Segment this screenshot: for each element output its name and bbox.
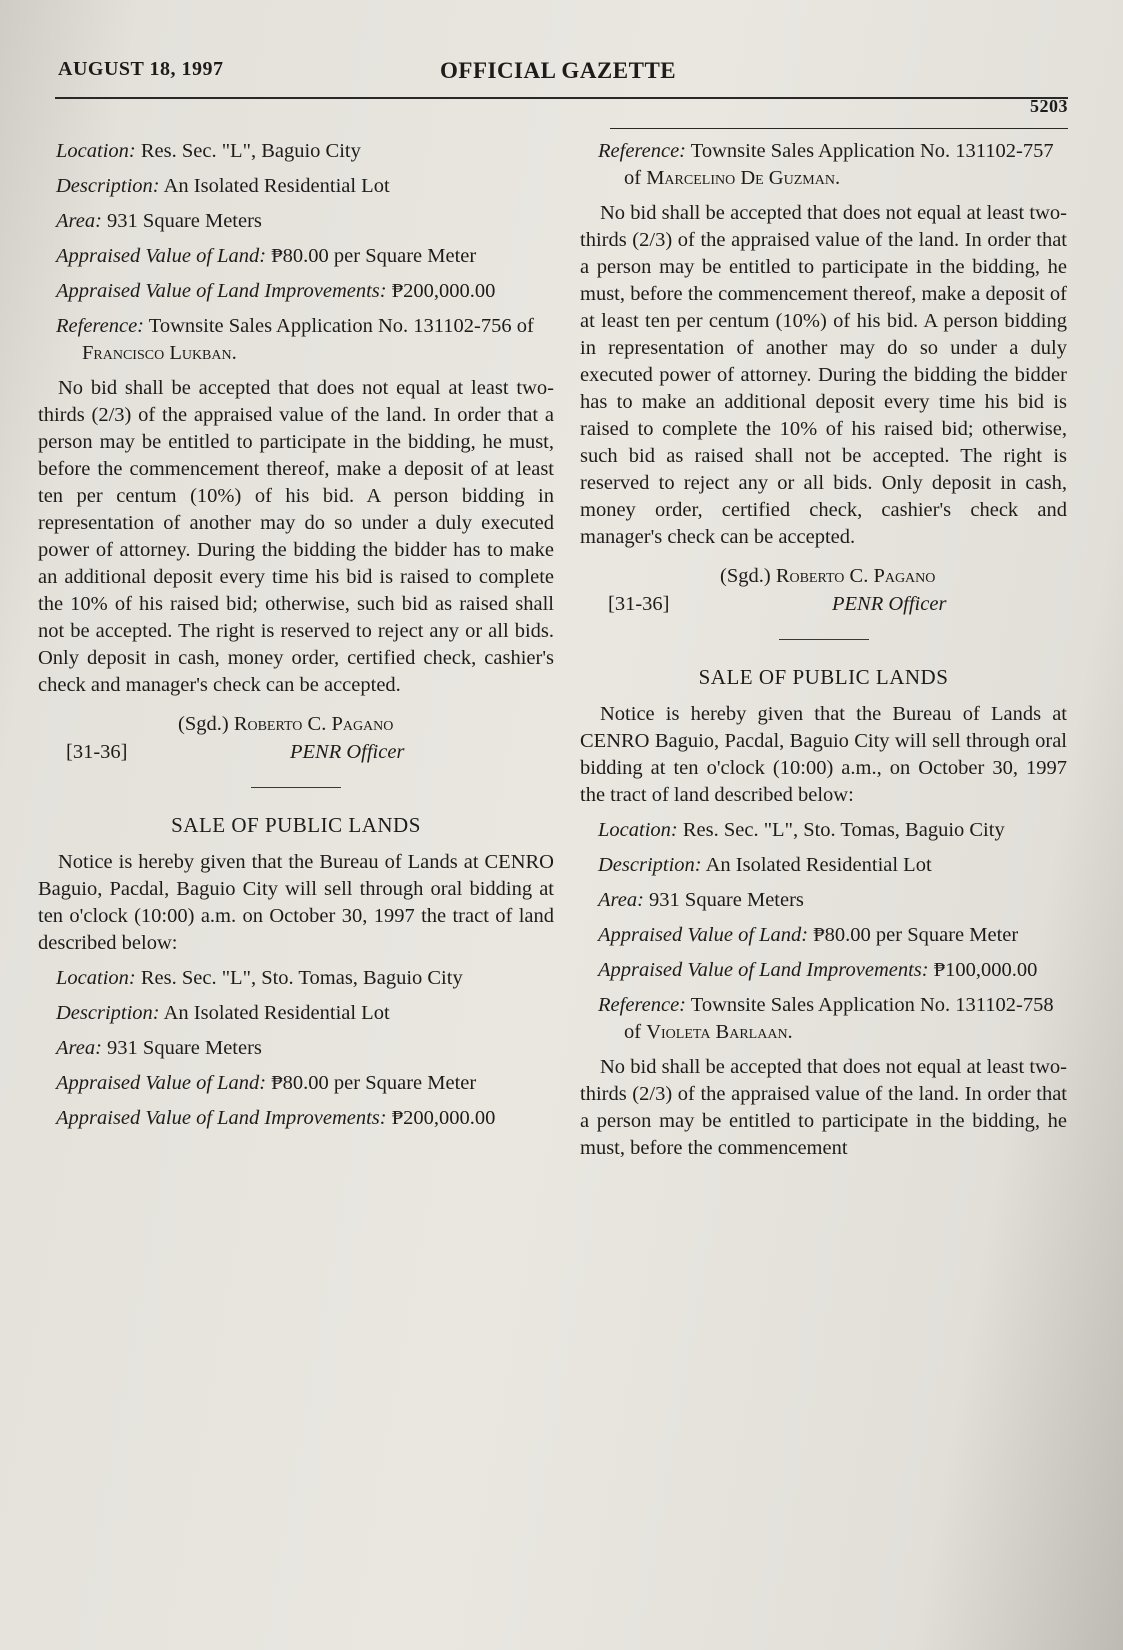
header-date: AUGUST 18, 1997	[58, 58, 224, 80]
lot-location: Location: Res. Sec. "L", Sto. Tomas, Baguio City	[56, 967, 463, 989]
signature-office: PENR Officer	[290, 741, 405, 763]
lot-reference: Reference: Townsite Sales Application No. 131102-756 of Francisco Lukban.	[56, 315, 534, 364]
signature-office: PENR Officer	[832, 593, 947, 615]
page-number: 5203	[1030, 96, 1068, 116]
lot-area: Area: 931 Square Meters	[56, 210, 262, 232]
signature-name: (Sgd.) Roberto C. Pagano	[720, 565, 936, 587]
section-title: SALE OF PUBLIC LANDS	[698, 665, 949, 689]
bid-conditions-paragraph-partial: No bid shall be accepted that does not equal at least two-thirds (2/3) of the appraised value of the land. In order that a person may be entitled to participate in the bidding, he must, before the commencement	[580, 1056, 1067, 1159]
section-divider	[779, 639, 869, 640]
section-title: SALE OF PUBLIC LANDS	[171, 813, 421, 837]
lot-land-value: Appraised Value of Land: ₱80.00 per Square Meter	[598, 924, 1019, 946]
signature-block	[580, 563, 1067, 619]
lot-improvements-value: Appraised Value of Land Improvements: ₱100,000.00	[598, 959, 1038, 981]
section-divider	[251, 787, 341, 788]
lot-improvements-value: Appraised Value of Land Improvements: ₱200,000.00	[56, 280, 496, 302]
issue-reference: [31-36]	[66, 741, 128, 763]
header-title: OFFICIAL GAZETTE	[440, 58, 677, 83]
right-column	[580, 138, 1067, 1170]
left-column	[38, 138, 554, 1140]
lot-reference: Reference: Townsite Sales Application No. 131102-758 of Violeta Barlaan.	[598, 994, 1054, 1043]
lot-land-value: Appraised Value of Land: ₱80.00 per Square Meter	[56, 245, 477, 267]
header-rule	[55, 97, 1068, 99]
header-subrule	[610, 128, 1068, 129]
signature-name: (Sgd.) Roberto C. Pagano	[178, 713, 394, 735]
lot-location: Location: Res. Sec. "L", Baguio City	[56, 140, 361, 162]
lot-land-value: Appraised Value of Land: ₱80.00 per Square Meter	[56, 1072, 477, 1094]
lot-improvements-value: Appraised Value of Land Improvements: ₱200,000.00	[56, 1107, 496, 1129]
lot-description: Description: An Isolated Residential Lot	[56, 175, 390, 197]
bid-conditions-paragraph: No bid shall be accepted that does not equal at least two-thirds (2/3) of the appraised value of the land. In order that a person may be entitled to participate in the bidding, he must, before the commencement thereof, make a deposit of at least ten per centum (10%) of his bid. A person bidding in representation of another may do so under a duly executed power of attorney. During the bidding the bidder has to make an additional deposit every time his bid is raised to complete the 10% of his raised bid; otherwise, such bid as raised shall not be accepted. The right is reserved to reject any or all bids. Only deposit in cash, money order, certified check, cashier's check and manager's check can be accepted.	[38, 377, 554, 696]
notice-paragraph: Notice is hereby given that the Bureau of Lands at CENRO Baguio, Pacdal, Baguio City will sell through oral bidding at ten o'clock (10:00) a.m., on October 30, 1997 the tract of land described below:	[580, 703, 1067, 806]
lot-area: Area: 931 Square Meters	[56, 1037, 262, 1059]
notice-paragraph: Notice is hereby given that the Bureau of Lands at CENRO Baguio, Pacdal, Baguio City will sell through oral bidding at ten o'clock (10:00) a.m. on October 30, 1997 the tract of land described below:	[38, 851, 554, 954]
lot-reference: Reference: Townsite Sales Application No. 131102-757 of Marcelino De Guzman.	[598, 140, 1054, 189]
lot-location: Location: Res. Sec. "L", Sto. Tomas, Baguio City	[598, 819, 1005, 841]
lot-description: Description: An Isolated Residential Lot	[56, 1002, 390, 1024]
issue-reference: [31-36]	[608, 593, 670, 615]
signature-block	[38, 711, 554, 767]
lot-description: Description: An Isolated Residential Lot	[598, 854, 932, 876]
lot-area: Area: 931 Square Meters	[598, 889, 804, 911]
bid-conditions-paragraph: No bid shall be accepted that does not equal at least two-thirds (2/3) of the appraised value of the land. In order that a person may be entitled to participate in the bidding, he must, before the commencement thereof, make a deposit of at least ten per centum (10%) of his bid. A person bidding in representation of another may do so under a duly executed power of attorney. During the bidding the bidder has to make an additional deposit every time his bid is raised to complete the 10% of his raised bid; otherwise, such bid as raised shall not be accepted. The right is reserved to reject any or all bids. Only deposit in cash, money order, certified check, cashier's check and manager's check can be accepted.	[580, 202, 1067, 548]
